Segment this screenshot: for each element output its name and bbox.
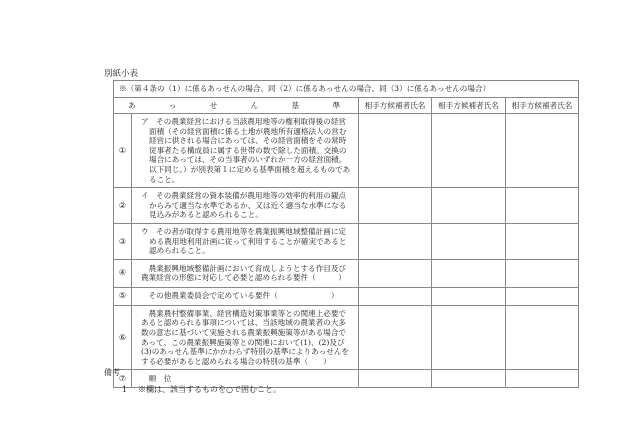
candidate-cell[interactable] (359, 259, 432, 287)
document-title: 別紙小表 (104, 69, 139, 79)
candidate-name-header: 相手方候補者氏名 (506, 98, 579, 114)
header-note: ※（第４条の（1）に係るあっせんの場合、同（2）に係るあっせんの場合、同（3）に係るあっせんの場合） (114, 81, 579, 98)
row-number: ④ (114, 259, 132, 287)
table-row (114, 259, 579, 287)
table-row (114, 287, 579, 305)
note-text: ※欄は、該当するものを○で囲むこと。 (138, 385, 281, 394)
candidate-cell[interactable] (432, 223, 506, 259)
candidate-cell[interactable] (359, 305, 432, 370)
note-number: 1 (122, 385, 128, 394)
candidate-cell[interactable] (506, 370, 579, 388)
row-number: ③ (114, 223, 132, 259)
mediation-criteria-table (113, 80, 579, 388)
basis-header-char: ん (250, 100, 259, 110)
candidate-cell[interactable] (432, 370, 506, 388)
candidate-name-header: 相手方候補者氏名 (359, 98, 432, 114)
table-row (114, 188, 579, 224)
row-number: ① (114, 114, 132, 188)
candidate-cell[interactable] (359, 114, 432, 188)
candidate-cell[interactable] (359, 188, 432, 224)
criteria-text: 農業農村整備事業、経営構造対策事業等との関連上必要であると認められる事項については、当該地域の農業者の大多数の意志に基づいて実施される農業振興施策等がある場合であって、この農業振興施策等との関連において(1)、(2)及び(3)のあっせん基準にかかわらず特別の基準によりあっせんをする必要があると認められる場合の特別の基準（ ） (141, 308, 350, 366)
basis-column-header (114, 98, 359, 114)
row-number: ② (114, 188, 132, 224)
candidate-cell[interactable] (359, 370, 432, 388)
criteria-text: ウ その者が取得する農用地等を農業振興地域整備計画に定める農用地利用計画に従って利用することが確実であると認められること。 (141, 226, 347, 256)
candidate-cell[interactable] (506, 223, 579, 259)
candidate-cell[interactable] (432, 188, 506, 224)
criteria-text: 順 位 (141, 373, 172, 383)
candidate-cell[interactable] (432, 259, 506, 287)
candidate-cell[interactable] (506, 259, 579, 287)
note-item (122, 384, 281, 395)
basis-header-char: っ (168, 100, 177, 110)
column-header-row (114, 98, 579, 114)
criteria-text: ア その農業経営における当該農用地等の権利取得後の経営面積（その経営面積に係る土地が農地所有適格法人の営む経営に供される場合にあっては、その経営面積をその常時従事者たる構成員に属する世帯の数で除した面積。交換の場合にあっては、その当事者のいずれか一方の経営面積。以下同じ。）が別表第１に定める基準面積を超えるものであること。 (141, 117, 351, 184)
row-number: ⑤ (114, 287, 132, 305)
basis-header-char: 基 (291, 100, 300, 110)
candidate-cell[interactable] (506, 114, 579, 188)
basis-header-char: せ (209, 100, 218, 110)
candidate-name-header: 相手方候補者氏名 (432, 98, 506, 114)
candidate-cell[interactable] (506, 188, 579, 224)
candidate-cell[interactable] (432, 114, 506, 188)
basis-header-char: 準 (332, 100, 340, 110)
candidate-cell[interactable] (432, 287, 506, 305)
table-row (114, 223, 579, 259)
candidate-cell[interactable] (506, 287, 579, 305)
candidate-cell[interactable] (506, 305, 579, 370)
candidate-cell[interactable] (359, 223, 432, 259)
criteria-text: イ その農業経営の資本装備が農用地等の効率的利用の観点からみて適当な水準であるか、又は近く適当な水準になる見込みがあると認められること。 (141, 191, 347, 220)
notes-title: 備考 (104, 368, 120, 377)
criteria-text: その他農業委員会で定めている要件（ ） (141, 291, 339, 301)
table-row (114, 114, 579, 188)
row-number: ⑥ (114, 305, 132, 370)
table-row (114, 305, 579, 370)
criteria-text: 農業振興地域整備計画において育成しようとする作目及び農業経営の形態に対応して必要と認められる要件（ ） (141, 263, 347, 283)
candidate-cell[interactable] (432, 305, 506, 370)
row-number: ⑦ (114, 370, 132, 388)
table-header-note-row (114, 81, 579, 98)
basis-header-char: あ (128, 100, 136, 110)
candidate-cell[interactable] (359, 287, 432, 305)
